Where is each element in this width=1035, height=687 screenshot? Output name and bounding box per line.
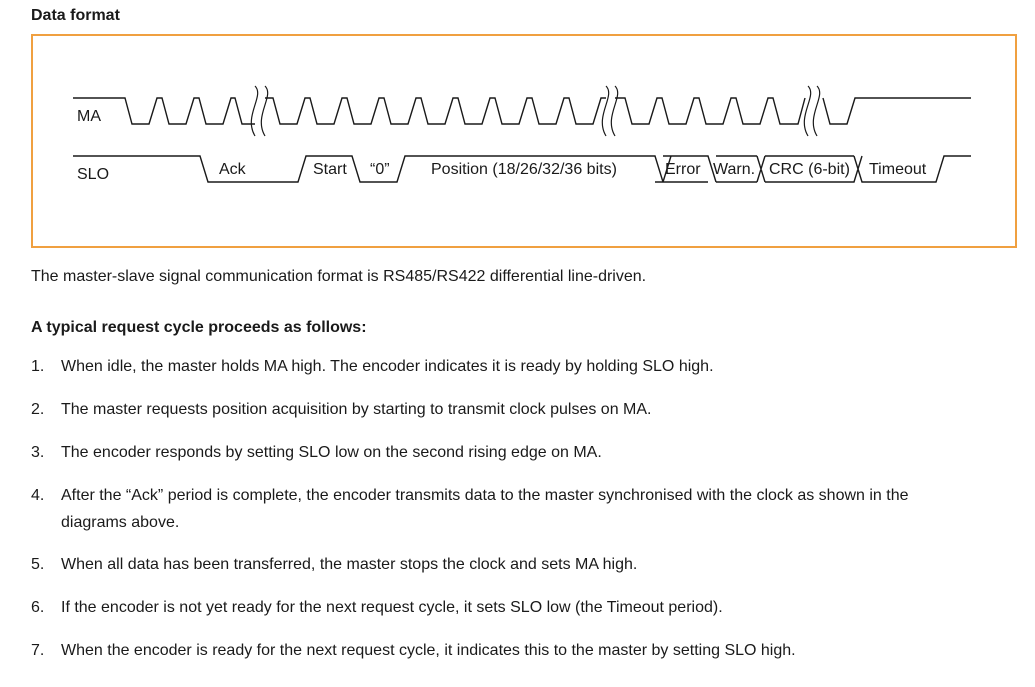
- ma-break-mark-3: [804, 86, 819, 136]
- section-heading: Data format: [31, 7, 120, 24]
- step-text: If the encoder is not yet ready for the next request cycle, it sets SLO low (the Timeout period).: [61, 599, 723, 616]
- zero-bit-label: “0”: [370, 161, 390, 178]
- intro-paragraph: The master-slave signal communication format is RS485/RS422 differential line-driven.: [31, 268, 647, 285]
- step-text: After the “Ack” period is complete, the encoder transmits data to the master synchronised with the clock as shown in the diagrams above.: [61, 487, 909, 531]
- step-number: 3.: [31, 444, 45, 461]
- timeout-label: Timeout: [869, 161, 927, 178]
- step-text: The encoder responds by setting SLO low on the second rising edge on MA.: [61, 444, 602, 461]
- step-number: 5.: [31, 556, 45, 573]
- step-text: When idle, the master holds MA high. The encoder indicates it is ready by holding SLO high.: [61, 358, 714, 375]
- timing-diagram: [31, 34, 1017, 248]
- step-number: 4.: [31, 487, 45, 504]
- step-number: 7.: [31, 642, 45, 659]
- step-text: The master requests position acquisition by starting to transmit clock pulses on MA.: [61, 401, 652, 418]
- step-text: When all data has been transferred, the master stops the clock and sets MA high.: [61, 556, 638, 573]
- ma-break-mark-2: [602, 86, 617, 136]
- step-number: 2.: [31, 401, 45, 418]
- step-number: 1.: [31, 358, 45, 375]
- start-label: Start: [313, 161, 347, 178]
- step-text: When the encoder is ready for the next request cycle, it indicates this to the master by setting SLO high.: [61, 642, 796, 659]
- position-label: Position (18/26/32/36 bits): [431, 161, 617, 178]
- slo-label: SLO: [77, 166, 110, 183]
- ack-label: Ack: [219, 161, 246, 178]
- ma-label: MA: [77, 108, 101, 125]
- timing-diagram-svg: [33, 36, 1019, 250]
- ma-break-mark-1: [251, 86, 267, 136]
- ma-signal-line: [73, 98, 971, 124]
- error-label: Error: [665, 161, 701, 178]
- crc-label: CRC (6-bit): [769, 161, 850, 178]
- warn-label: Warn.: [713, 161, 756, 178]
- request-cycle-heading: A typical request cycle proceeds as follows:: [31, 319, 367, 336]
- step-number: 6.: [31, 599, 45, 616]
